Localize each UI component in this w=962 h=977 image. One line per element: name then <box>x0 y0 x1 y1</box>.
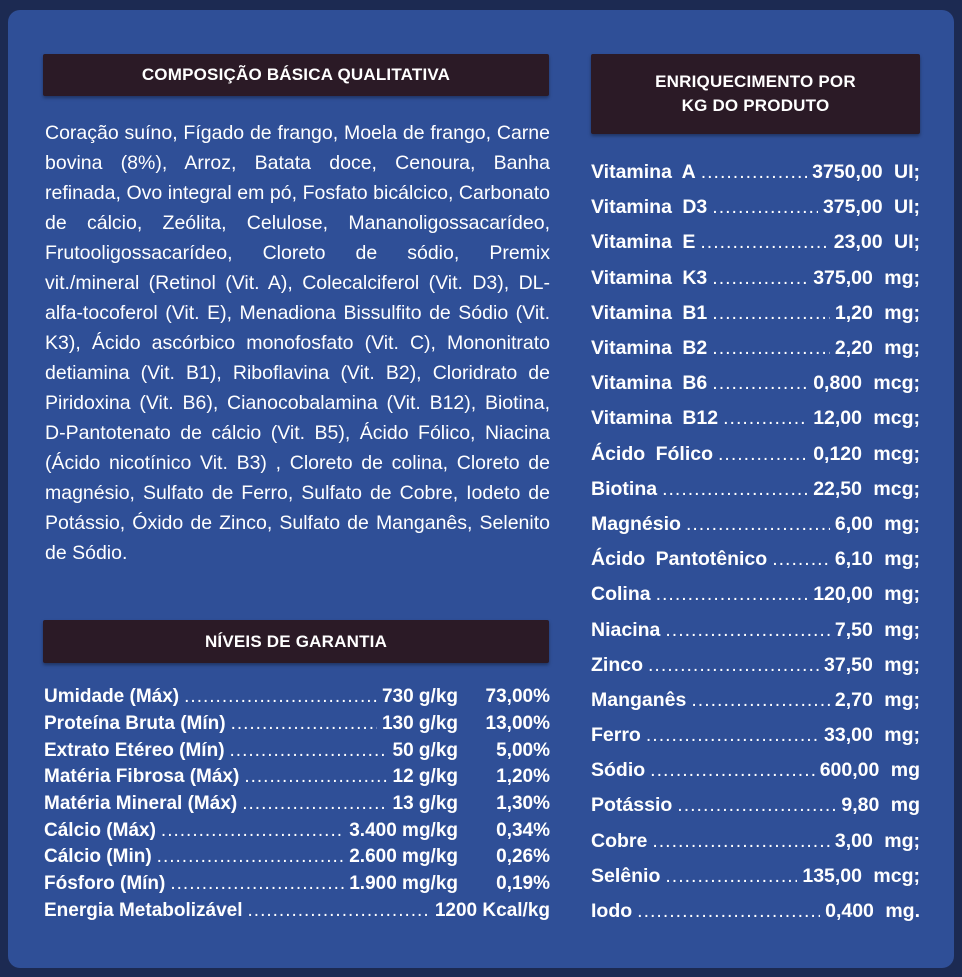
guarantee-amount: 50 g/kg <box>392 739 458 761</box>
enrichment-row <box>591 859 920 894</box>
guarantee-row <box>44 898 550 925</box>
enrichment-label: Manganês <box>591 688 687 711</box>
enrichment-value: 3,00 mg; <box>834 829 920 852</box>
guarantee-row <box>44 791 550 818</box>
enrichment-label: Vitamina B1 <box>591 301 708 324</box>
enrichment-label: Biotina <box>591 477 658 500</box>
enrichment-label: Magnésio <box>591 512 681 535</box>
guarantee-row <box>44 711 550 738</box>
guarantee-row <box>44 684 550 711</box>
guarantee-row <box>44 737 550 764</box>
guarantee-label: Cálcio (Máx) <box>44 819 156 841</box>
enrichment-row <box>591 155 920 190</box>
guarantee-amount: 1.900 mg/kg <box>349 873 458 895</box>
guarantee-row <box>44 764 550 791</box>
dot-leader <box>646 724 819 747</box>
dot-leader <box>665 865 797 888</box>
enrichment-value: 3750,00 UI; <box>812 161 920 184</box>
guarantee-amount: 2.600 mg/kg <box>349 846 458 868</box>
guarantee-label: Energia Metabolizável <box>44 899 243 921</box>
enrichment-value: 6,00 mg; <box>834 512 920 535</box>
dot-leader <box>718 443 808 466</box>
guarantee-label: Umidade (Máx) <box>44 686 180 708</box>
enrichment-title-line1: ENRIQUECIMENTO POR <box>655 72 856 91</box>
guarantee-amount: 130 g/kg <box>381 713 458 735</box>
guarantee-label: Fósforo (Mín) <box>44 873 166 895</box>
enrichment-row <box>591 401 920 436</box>
enrichment-label: Ácido Fólico <box>591 442 713 465</box>
enrichment-value: 0,120 mcg; <box>813 442 920 465</box>
guarantee-label: Proteína Bruta (Mín) <box>44 713 226 735</box>
guarantee-percent: 0,19% <box>496 873 550 895</box>
dot-leader <box>652 830 830 853</box>
dot-leader <box>650 759 815 782</box>
enrichment-title-line2: KG DO PRODUTO <box>681 96 830 115</box>
enrichment-row <box>591 331 920 366</box>
enrichment-row <box>591 366 920 401</box>
dot-leader <box>665 619 830 642</box>
dot-leader <box>712 302 830 325</box>
enrichment-value: 0,800 mcg; <box>813 372 920 395</box>
dot-leader <box>723 407 808 430</box>
guarantee-levels-title: NÍVEIS DE GARANTIA <box>204 631 388 651</box>
dot-leader <box>231 713 377 735</box>
enrichment-label: Vitamina E <box>591 231 696 254</box>
dot-leader <box>686 513 830 536</box>
enrichment-label: Vitamina B6 <box>591 372 708 395</box>
guarantee-row <box>44 844 550 871</box>
dot-leader <box>712 267 808 290</box>
enrichment-row <box>591 507 920 542</box>
guarantee-label: Cálcio (Min) <box>44 846 152 868</box>
enrichment-label: Colina <box>591 583 651 606</box>
enrichment-label: Ácido Pantotênico <box>591 548 768 571</box>
guarantee-percent: 1,30% <box>496 793 550 815</box>
enrichment-value: 33,00 mg; <box>824 724 920 747</box>
dot-leader <box>701 161 807 184</box>
enrichment-label: Vitamina D3 <box>591 196 708 219</box>
enrichment-row <box>591 437 920 472</box>
guarantee-amount: 3.400 mg/kg <box>349 819 458 841</box>
composition-text: Coração suíno, Fígado de frango, Moela de frango, Carne bovina (8%), Arroz, Batata doce, Cenoura, Banha refinada, Ovo integral em pó, Fosfato bicálcico, Carbonato de cálcio, Zeólita, Celulose, Mananoligossacarídeo, Frutooligossacarídeo, Cloreto de sódio, Premix vit./mineral (Retinol (Vit. A), Colecalciferol (Vit. D3), DL-alfa-tocoferol (Vit. E), Menadiona Bissulfito de Sódio (Vit. K3), Ácido ascórbico monofosfato (Vit. C), Mononitrato detiamina (Vit. B1), Riboflavina (Vit. B2), Cloridrato de Piridoxina (Vit. B6), Cianocobalamina (Vit. B12), Biotina, D-Pantotenato de cálcio (Vit. B5), Ácido Fólico, Niacina (Ácido nicotínico Vit. B3) , Cloreto de colina, Cloreto de magnésio, Sulfato de Ferro, Sulfato de Cobre, Iodeto de Potássio, Óxido de Zinco, Sulfato de Manganês, Selenito de Sódio. <box>45 122 550 564</box>
enrichment-row <box>591 894 920 929</box>
enrichment-value: 23,00 UI; <box>833 231 920 254</box>
enrichment-row <box>591 190 920 225</box>
guarantee-amount: 13 g/kg <box>392 793 458 815</box>
guarantee-label: Extrato Etéreo (Mín) <box>44 739 225 761</box>
guarantee-levels-list <box>44 684 550 924</box>
dot-leader <box>700 231 828 254</box>
enrichment-row <box>591 612 920 647</box>
enrichment-label: Niacina <box>591 618 661 641</box>
enrichment-label: Vitamina B12 <box>591 407 719 430</box>
guarantee-amount: 1200 Kcal/kg <box>434 899 550 921</box>
guarantee-label: Matéria Mineral (Máx) <box>44 793 238 815</box>
guarantee-row <box>44 817 550 844</box>
enrichment-value: 6,10 mg; <box>834 548 920 571</box>
guarantee-percent: 73,00% <box>485 686 550 708</box>
enrichment-value: 9,80 mg <box>841 794 920 817</box>
dot-leader <box>656 583 809 606</box>
enrichment-row <box>591 261 920 296</box>
guarantee-amount: 730 g/kg <box>381 686 458 708</box>
enrichment-label: Vitamina B2 <box>591 337 708 360</box>
enrichment-row <box>591 296 920 331</box>
enrichment-label: Vitamina K3 <box>591 266 708 289</box>
enrichment-value: 135,00 mcg; <box>802 864 920 887</box>
dot-leader <box>712 196 818 219</box>
enrichment-label: Ferro <box>591 724 641 747</box>
enrichment-value: 375,00 UI; <box>822 196 920 219</box>
dot-leader <box>242 793 387 815</box>
guarantee-amount: 12 g/kg <box>392 766 458 788</box>
enrichment-row <box>591 225 920 260</box>
enrichment-label: Zinco <box>591 653 643 676</box>
dot-leader <box>170 873 344 895</box>
enrichment-value: 37,50 mg; <box>824 653 920 676</box>
enrichment-label: Iodo <box>591 900 633 923</box>
guarantee-row <box>44 871 550 898</box>
guarantee-percent: 0,26% <box>496 846 550 868</box>
enrichment-value: 600,00 mg <box>819 759 920 782</box>
enrichment-value: 7,50 mg; <box>834 618 920 641</box>
dot-leader <box>648 654 819 677</box>
dot-leader <box>772 548 830 571</box>
enrichment-row <box>591 472 920 507</box>
enrichment-row <box>591 683 920 718</box>
enrichment-row <box>591 824 920 859</box>
enrichment-label: Sódio <box>591 759 646 782</box>
enrichment-value: 1,20 mg; <box>834 301 920 324</box>
enrichment-label: Selênio <box>591 864 661 887</box>
enrichment-value: 22,50 mcg; <box>813 477 920 500</box>
guarantee-percent: 5,00% <box>496 739 550 761</box>
enrichment-row <box>591 542 920 577</box>
dot-leader <box>662 478 808 501</box>
enrichment-value: 0,400 mg. <box>825 900 920 923</box>
enrichment-value: 2,20 mg; <box>834 337 920 360</box>
enrichment-label: Vitamina A <box>591 161 696 184</box>
dot-leader <box>157 846 345 868</box>
enrichment-value: 375,00 mg; <box>813 266 920 289</box>
guarantee-levels-header <box>43 620 549 663</box>
enrichment-value: 120,00 mg; <box>813 583 920 606</box>
composition-title: COMPOSIÇÃO BÁSICA QUALITATIVA <box>141 65 451 84</box>
dot-leader <box>244 766 387 788</box>
dot-leader <box>637 900 820 923</box>
dot-leader <box>691 689 830 712</box>
dot-leader <box>248 900 430 922</box>
guarantee-percent: 13,00% <box>485 713 550 735</box>
dot-leader <box>712 372 808 395</box>
guarantee-percent: 0,34% <box>496 819 550 841</box>
guarantee-label: Matéria Fibrosa (Máx) <box>44 766 240 788</box>
enrichment-label: Cobre <box>591 829 648 852</box>
guarantee-percent: 1,20% <box>496 766 550 788</box>
enrichment-row <box>591 648 920 683</box>
enrichment-header <box>591 54 920 134</box>
enrichment-row <box>591 718 920 753</box>
enrichment-value: 2,70 mg; <box>834 688 920 711</box>
enrichment-row <box>591 753 920 788</box>
enrichment-row <box>591 577 920 612</box>
dot-leader <box>677 794 836 817</box>
dot-leader <box>184 686 377 708</box>
composition-header <box>43 54 549 96</box>
enrichment-list <box>591 155 920 929</box>
enrichment-row <box>591 788 920 823</box>
enrichment-value: 12,00 mcg; <box>813 407 920 430</box>
dot-leader <box>712 337 830 360</box>
enrichment-label: Potássio <box>591 794 673 817</box>
dot-leader <box>161 820 344 842</box>
dot-leader <box>230 740 388 762</box>
